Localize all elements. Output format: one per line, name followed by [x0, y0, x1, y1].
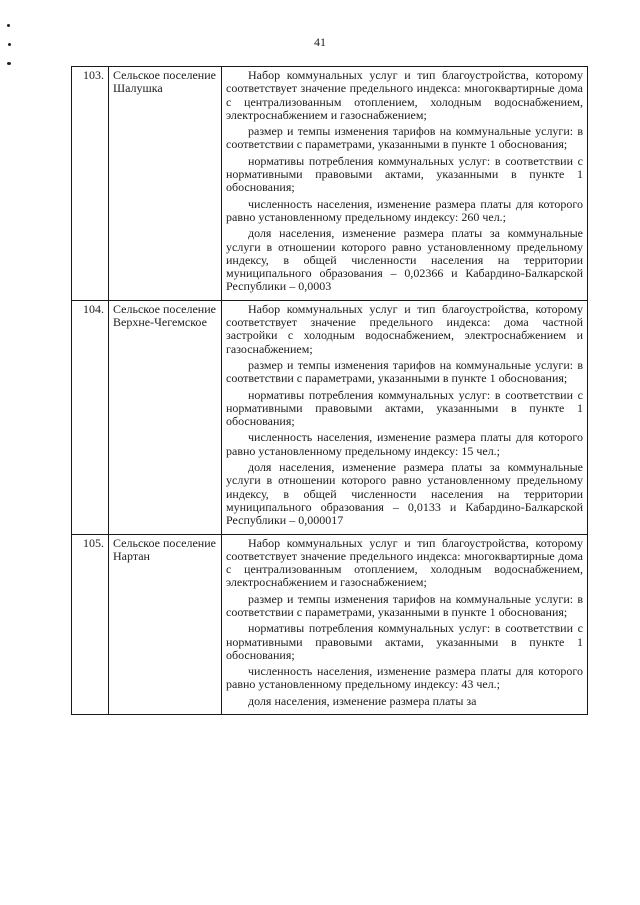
description-paragraph: размер и темпы изменения тарифов на коммунальные услуги: в соответствии с параметрами, указанными в пункте 1 обоснования; [226, 124, 583, 152]
scan-mark-1 [7, 24, 10, 27]
row-number: 105. [72, 534, 109, 715]
description-paragraph: Набор коммунальных услуг и тип благоустройства, которому соответствует значение предельного индекса: дома частной застройки с холодным водоснабжением, электроснабжением и газоснабжением; [226, 301, 583, 356]
row-description [222, 300, 588, 534]
description-paragraph: численность населения, изменение размера платы для которого равно установленному предельному индексу: 43 чел.; [226, 664, 583, 692]
description-paragraph: Набор коммунальных услуг и тип благоустройства, которому соответствует значение предельного индекса: многоквартирные дома с централизованным отоплением, холодным водоснабжением, электроснабжением и газоснабжением; [226, 68, 583, 122]
row-number: 104. [72, 300, 109, 534]
description-paragraph: размер и темпы изменения тарифов на коммунальные услуги: в соответствии с параметрами, указанными в пункте 1 обоснования; [226, 591, 583, 619]
description-paragraph: нормативы потребления коммунальных услуг: в соответствии с нормативными правовыми актами, указанными в пункте 1 обоснования; [226, 153, 583, 195]
description-paragraph: доля населения, изменение размера платы за коммунальные услуги в отношении которого равно установленному предельному индексу, в общей численности населения на территории муниципального образования – 0,02366 и Кабардино-Балкарской Республики – 0,0003 [226, 226, 583, 294]
row-description [222, 534, 588, 715]
row-description [222, 67, 588, 301]
description-paragraph: доля населения, изменение размера платы за [248, 693, 477, 708]
document-table [71, 66, 588, 715]
description-paragraph: Набор коммунальных услуг и тип благоустройства, которому соответствует значение предельного индекса: многоквартирные дома с централизованным отоплением, холодным водоснабжением, электроснабжением и газоснабжением; [226, 535, 583, 590]
description-paragraph: нормативы потребления коммунальных услуг: в соответствии с нормативными правовыми актами, указанными в пункте 1 обоснования; [226, 621, 583, 662]
settlement-name: Сельское поселение Нартан [109, 534, 222, 715]
settlement-name: Сельское поселение Шалушка [109, 67, 222, 301]
table-row [72, 300, 588, 534]
scan-mark-3 [7, 62, 11, 65]
table-row [72, 534, 588, 715]
row-number: 103. [72, 67, 109, 301]
description-paragraph: нормативы потребления коммунальных услуг: в соответствии с нормативными правовыми актами, указанными в пункте 1 обоснования; [226, 387, 583, 429]
table-row [72, 67, 588, 301]
description-paragraph: размер и темпы изменения тарифов на коммунальные услуги: в соответствии с параметрами, указанными в пункте 1 обоснования; [226, 357, 583, 386]
description-paragraph: численность населения, изменение размера платы для которого равно установленному предельному индексу: 260 чел.; [226, 196, 583, 224]
page-number: 41 [314, 35, 326, 49]
settlement-name: Сельское поселение Верхне-Чегемское [109, 300, 222, 534]
description-paragraph: численность населения, изменение размера платы для которого равно установленному предельному индексу: 15 чел.; [226, 430, 583, 458]
description-paragraph: доля населения, изменение размера платы за коммунальные услуги в отношении которого равно установленному предельному индексу, в общей численности населения на территории муниципального образования – 0,0133 и Кабардино-Балкарской Республики – 0,000017 [226, 460, 583, 528]
